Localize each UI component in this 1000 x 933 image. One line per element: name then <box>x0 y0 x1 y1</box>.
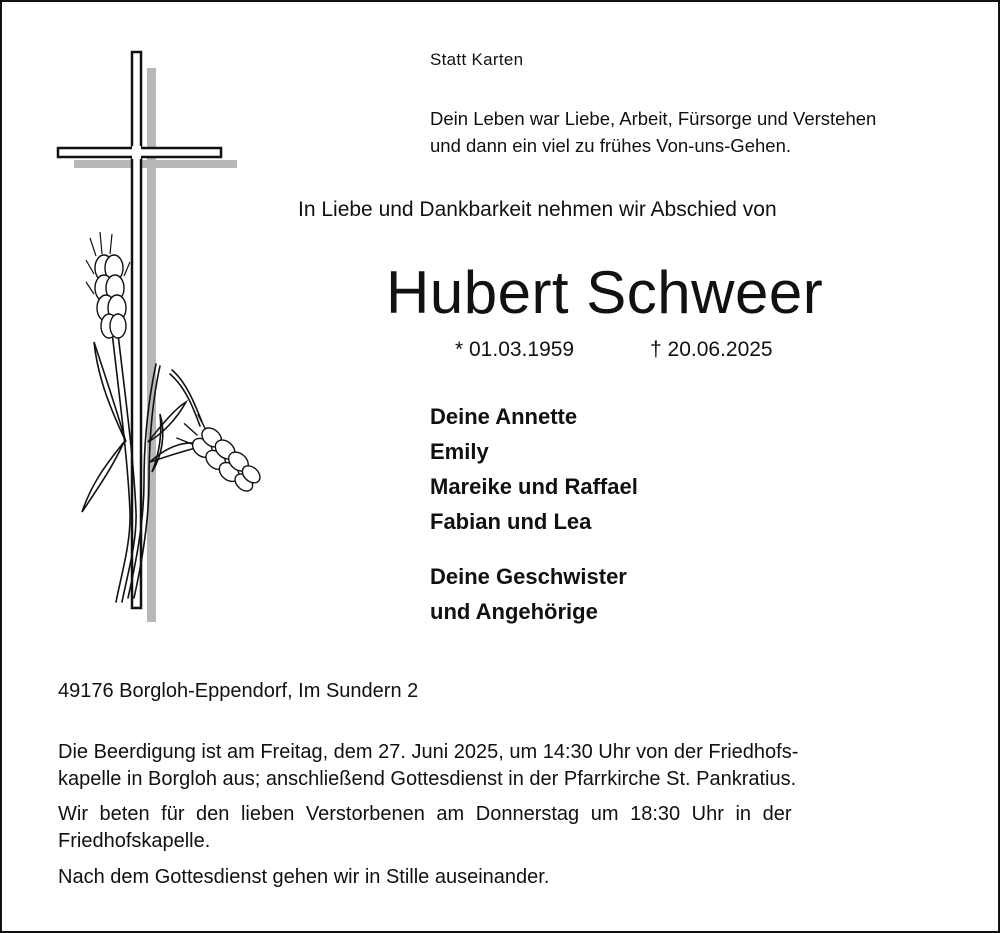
family-member: Mareike und Raffael <box>430 474 638 499</box>
death-date: † 20.06.2025 <box>650 338 773 361</box>
family-member: Deine Annette <box>430 404 578 429</box>
family-group-2 <box>430 559 627 629</box>
closing-line: Nach dem Gottesdienst gehen wir in Stille auseinander. <box>58 866 550 888</box>
poem-line-2: und dann ein viel zu frühes Von-uns-Gehen. <box>430 135 791 156</box>
funeral-line-2: kapelle in Borgloh aus; anschließend Gottesdienst in der Pfarrkirche St. Pankratius. <box>58 768 797 790</box>
deceased-name: Hubert Schweer <box>386 259 824 326</box>
family-member: Emily <box>430 439 489 464</box>
cross-with-wheat-icon <box>52 42 282 632</box>
intro-text: In Liebe und Dankbarkeit nehmen wir Abschied von <box>298 198 777 221</box>
prayer-line-1: Wir beten für den lieben Verstorbenen am Donnerstag um 18:30 Uhr in der <box>58 803 792 825</box>
poem-line-1: Dein Leben war Liebe, Arbeit, Fürsorge und Verstehen <box>430 108 877 129</box>
prayer-line-2: Friedhofskapelle. <box>58 830 211 852</box>
funeral-line-1: Die Beerdigung ist am Freitag, dem 27. Juni 2025, um 14:30 Uhr von der Friedhofs- <box>58 741 799 763</box>
birth-date: * 01.03.1959 <box>455 338 575 361</box>
address-line: 49176 Borgloh-Eppendorf, Im Sundern 2 <box>58 680 419 702</box>
statt-karten-label: Statt Karten <box>430 50 524 69</box>
family-member: Fabian und Lea <box>430 509 592 534</box>
family-member: und Angehörige <box>430 599 598 624</box>
family-group-1 <box>430 399 638 539</box>
family-member: Deine Geschwister <box>430 564 627 589</box>
